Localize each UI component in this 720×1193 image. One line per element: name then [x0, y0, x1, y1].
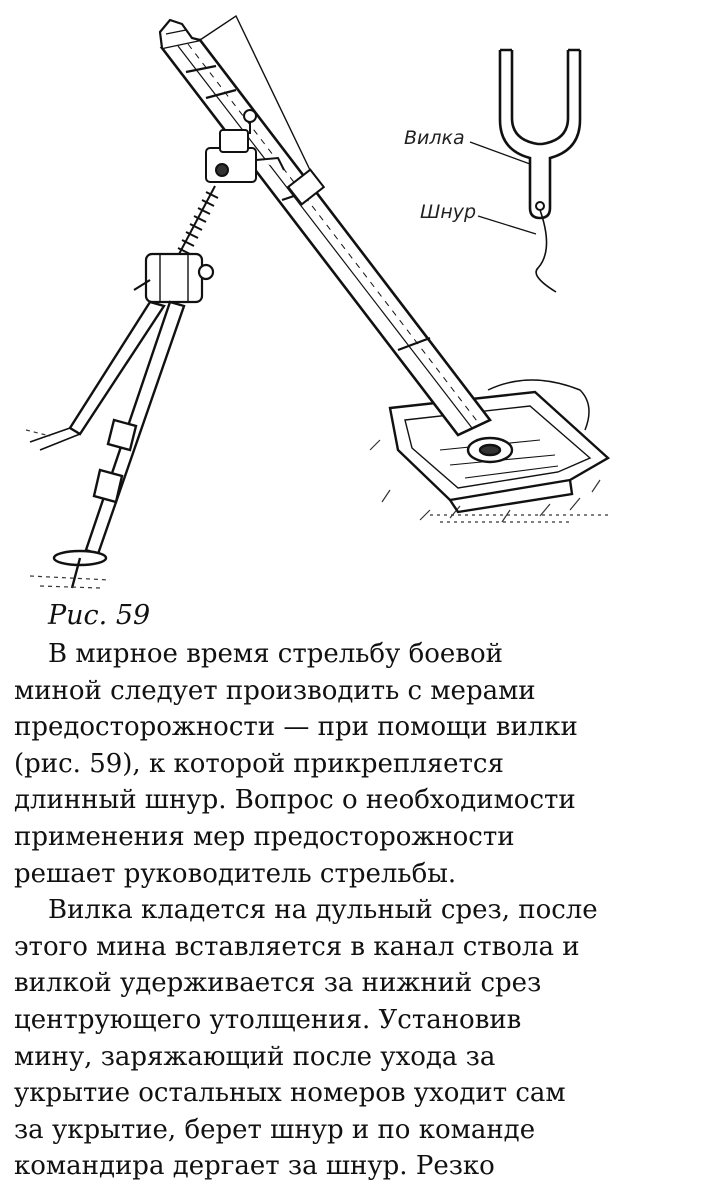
figure-mortar-illustration — [10, 10, 614, 592]
paragraph-2-line-6: укрытие остальных номеров уходит сам — [14, 1078, 566, 1109]
paragraph-1-line-1: В мирное время стрельбу боевой — [48, 639, 503, 669]
paragraph-1-line-3: предосторожности — при помощи вилки — [14, 712, 578, 743]
paragraph-2-line-3: вилкой удерживается за нижний срез — [14, 968, 542, 999]
elevation-screw — [178, 186, 218, 256]
paragraph-1-line-2: миной следует производить с мерами — [14, 675, 536, 706]
paragraph-2-line-1: Вилка кладется на дульный срез, после — [48, 895, 598, 926]
fork-label: Вилка — [404, 127, 465, 149]
bipod-legs — [30, 302, 184, 588]
figure-caption: Рис. 59 — [48, 600, 151, 631]
paragraph-2-line-8: командира дергает за шнур. Резко — [14, 1151, 495, 1182]
mortar-drawing — [10, 10, 614, 592]
barrel — [160, 20, 490, 435]
paragraph-1-line-7: решает руководитель стрельбы. — [14, 858, 457, 889]
bipod-head — [134, 254, 213, 302]
paragraph-1-line-6: применения мер предосторожности — [14, 821, 515, 852]
paragraph-2-line-7: за укрытие, берет шнур и по команде — [14, 1114, 536, 1145]
body-text — [14, 636, 704, 1185]
cord-label: Шнур — [420, 201, 477, 223]
fork-inset — [500, 50, 580, 292]
paragraph-2-line-2: этого мина вставляется в канал ствола и — [14, 931, 580, 962]
paragraph-2-line-4: центрующего утолщения. Установив — [14, 1004, 522, 1035]
paragraph-1-line-4: (рис. 59), к которой прикрепляется — [14, 748, 504, 779]
paragraph-2-line-5: мину, заряжающий после ухода за — [14, 1041, 496, 1072]
paragraph-1-line-5: длинный шнур. Вопрос о необходимости — [14, 785, 576, 816]
baseplate — [390, 392, 608, 512]
